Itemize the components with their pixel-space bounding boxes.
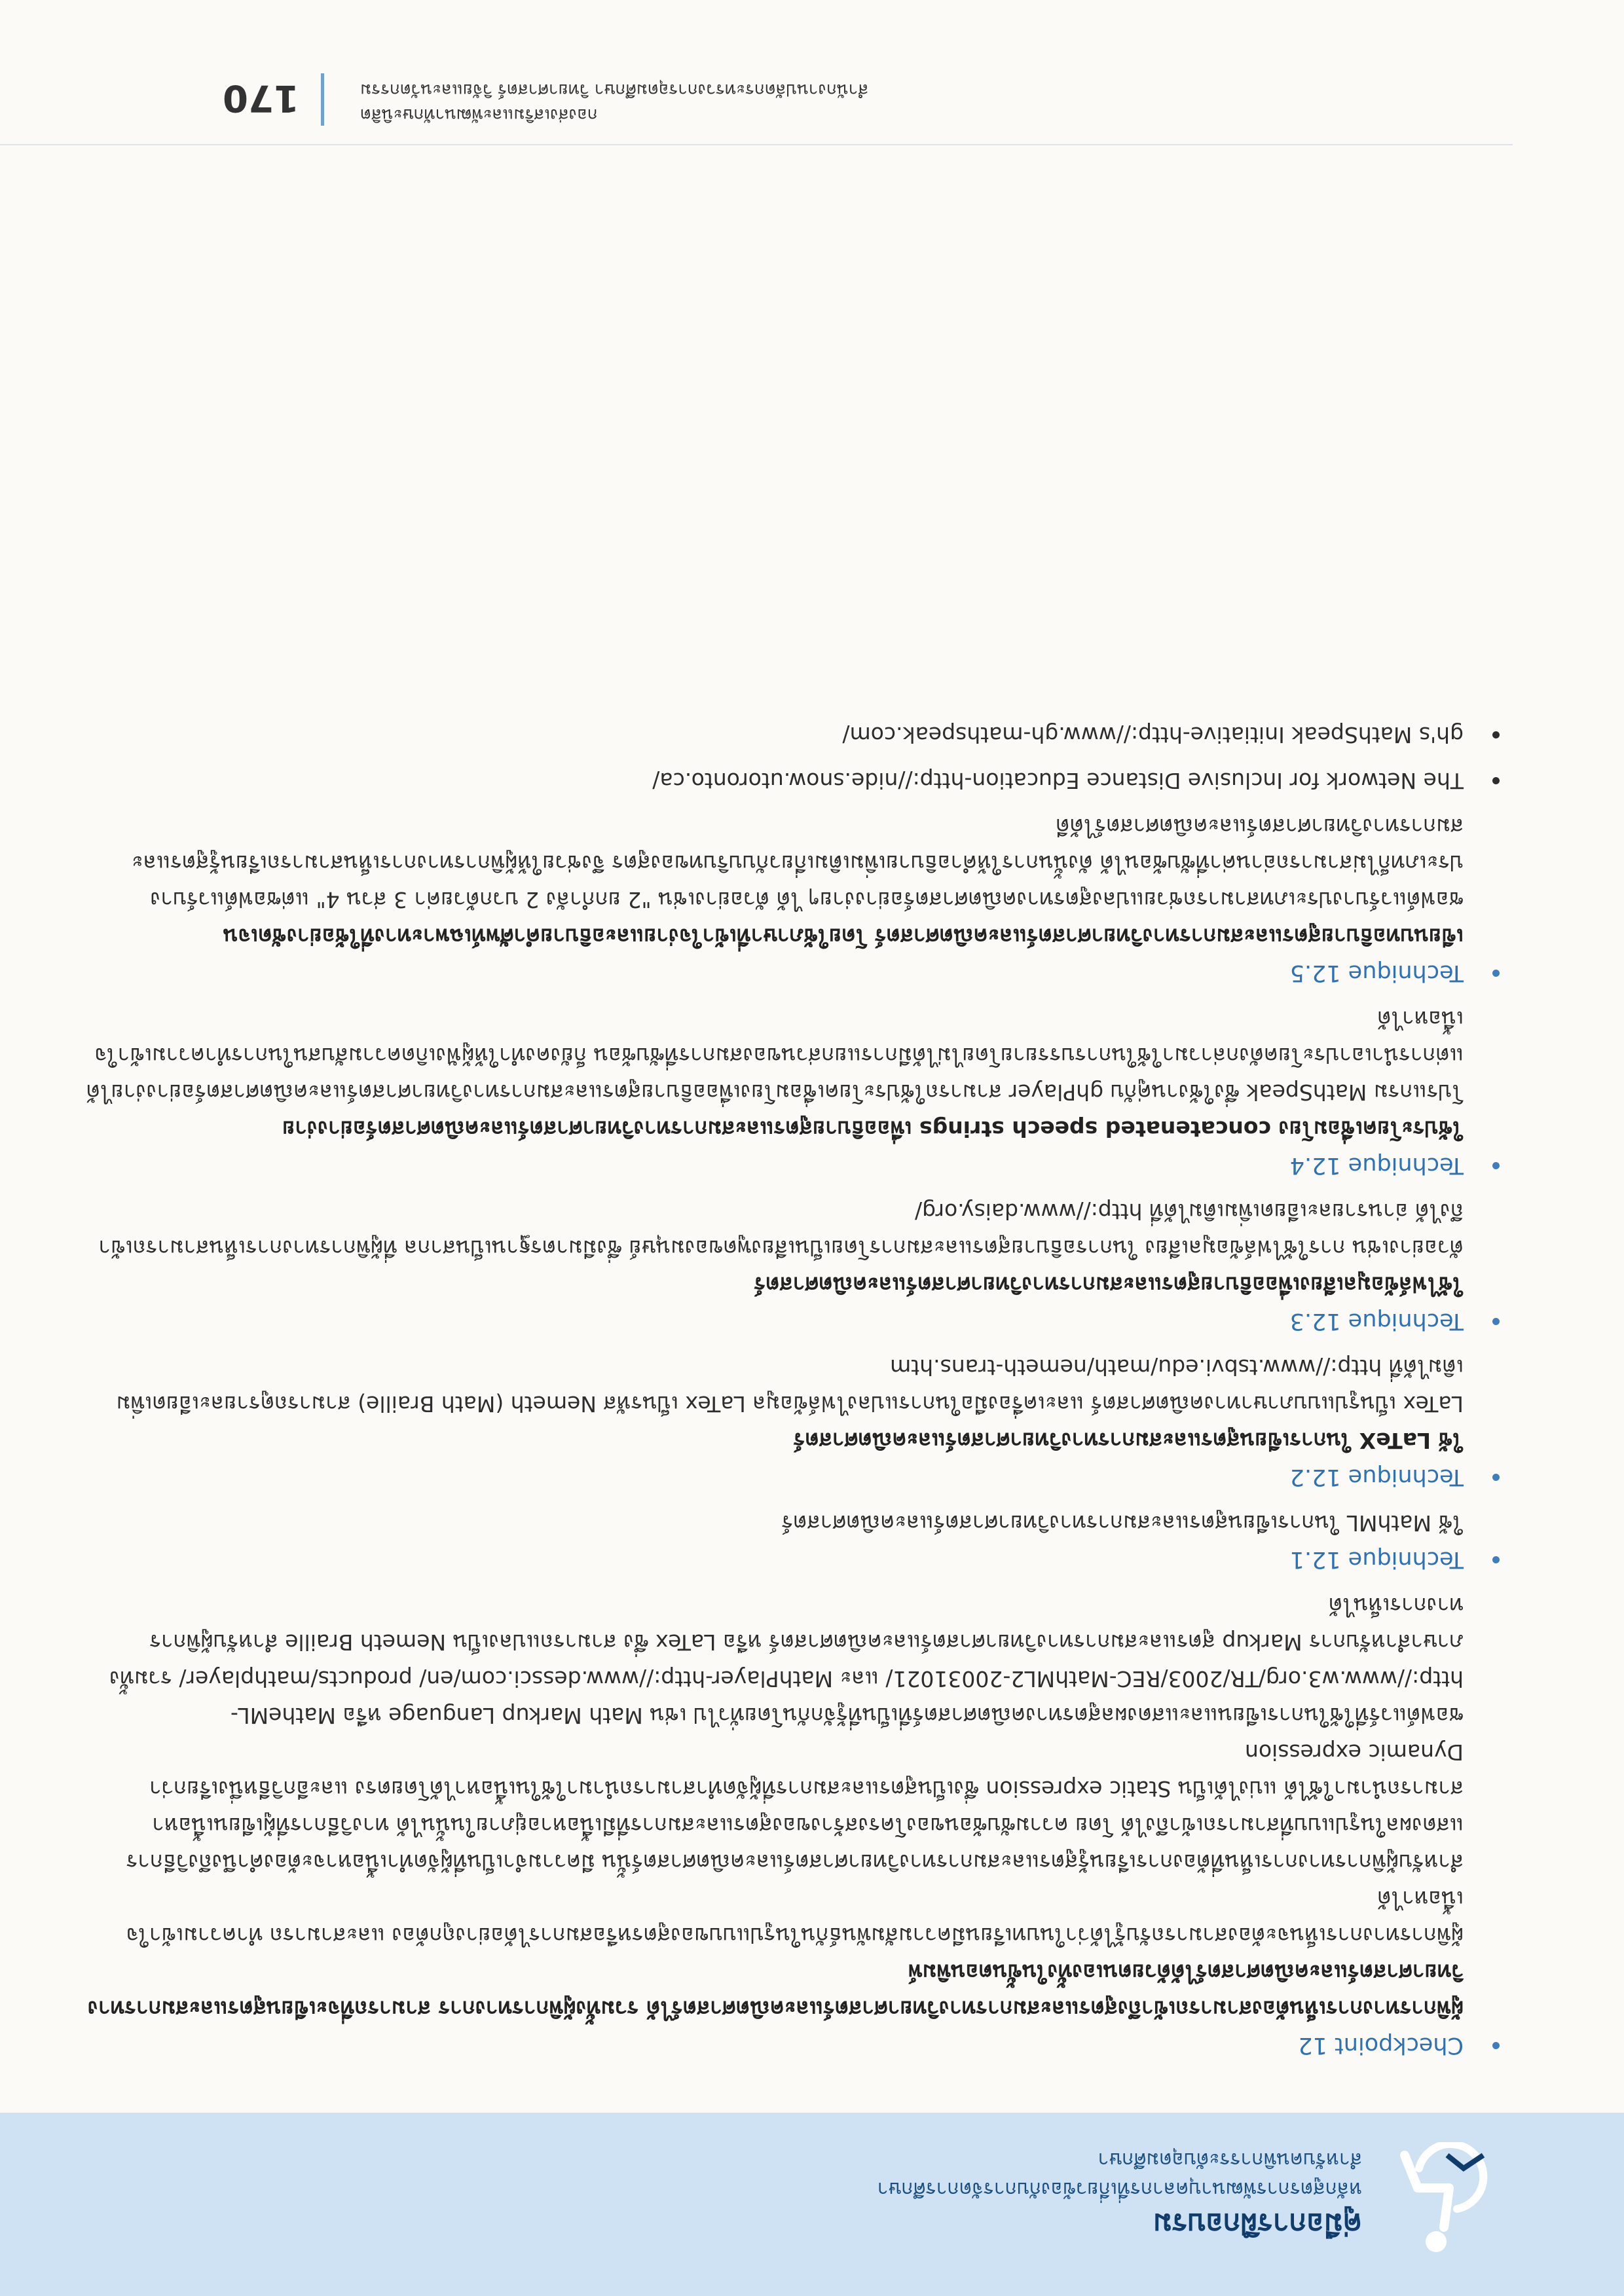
bullet-icon <box>1492 2042 1500 2049</box>
technique-title: ใช้ LaTeX ในการเขียนสูตรและสมการทางวิทยาศาสตร์และคณิตศาสตร์ <box>793 1428 1464 1453</box>
footer-label <box>360 77 868 127</box>
technique-heading: Technique 12.1 <box>1289 1546 1464 1573</box>
checkpoint-paragraph: สำหรับผู้พิการทางการเห็นที่ต้องการเรียนรู้สูตรและสมการทางวิทยาศาสตร์และคณิตศาสตร์นั้น มีความจำเป็นที่ผู้จัดทำเนื้อหาจะต้องคำนึงถึงวิธีการแสดงผลในรูปแบบที่สามารถเข้าถึงได้ โดย ความซับซ้อนของโครงสร้างของสูตรและสมการที่มีเนื้อหาอยู่ภายในนั้นได้ ทางวิธีการที่ผู้เขียนเนื้อหาสามารถนำมาใช้ได้ แบ่งได้เป็น Static expression ซึ่งเป็นสูตรและสมการที่ผู้จัดทำสามารถนำมาใช้ในเนื้อหาได้โดยตรง และอีกวิธีหนึ่งเรียกว่า Dynamic expression <box>126 1740 1464 1875</box>
header-subtitle-line1: หลักสูตรการพัฒนาบุคลากรที่เกี่ยวข้องกับการจัดการศึกษา <box>877 2178 1362 2200</box>
checkpoint-description: ผู้พิการทางการเห็นต้องสามารถเข้าถึงสูตรและสมการทางวิทยาศาสตร์และคณิตศาสตร์ได้ รวมทั้งผู้พิการทางการ สามารถที่จะเขียนสูตรและสมการทางวิทยาศาสตร์และคณิตศาสตร์ได้ด้วยตนเองทั้งในขั้นตอนพิมพ์ <box>87 1959 1464 2022</box>
footer-label-line1: กองส่งเสริมและพัฒนาทักษะนิสิต <box>360 105 598 124</box>
footer-label-line2: สำนักงานปลัดกระทรวงการอุดมศึกษา วิทยาศาสตร์ วิจัยและนวัตกรรม <box>360 80 869 100</box>
bullet-icon <box>1492 970 1500 977</box>
page-content <box>85 707 1526 2064</box>
bullet-icon <box>1492 1318 1500 1325</box>
technique-12-5 <box>85 808 1526 991</box>
bullet-icon <box>1492 777 1500 784</box>
header-subtitle-line2: สำหรับคนพิการระดับอุดมศึกษา <box>1098 2148 1362 2171</box>
reference-link[interactable]: The Network for Inclusive Distance Education-http://nide.snow.utoronto.ca/ <box>652 768 1464 793</box>
reference-link[interactable]: gh's MathSpeak Initiative-http://www.gh-mathspeak.com/ <box>842 722 1464 748</box>
bullet-icon <box>1492 1556 1500 1563</box>
technique-text: ตัวอย่างเช่น การใช้ไฟล์ข้อมูลเสียง ในการอธิบายสูตรและสมการโดยเป็นเสียงพูดของมนุษย์ ซึ่งมีมาตรฐานเป็นสากล ที่ผู้พิการทางการเห็นสามารถเข้าถึงได้ อ่านรายละเอียดเพิ่มเติมได้ที่ http://www.daisy.org/ <box>98 1199 1464 1261</box>
checkpoint-12 <box>85 1587 1526 2064</box>
technique-12-4 <box>85 1000 1526 1184</box>
page-number: 170 <box>223 77 299 119</box>
checkpoint-paragraph: ซอฟต์แวร์ที่ใช้ในการเขียนและแสดงผลสูตรทางคณิตศาสตร์ที่เป็นที่รู้จักกันโดยทั่วไป เช่น Math Markup Language หรือ MatheML-http://www.w3.org/TR/2003/REC-MathML2-20031021/ และ MathPlayer-http://www.dessci.com/en/ products/mathplayer/ รวมทั้งภาษาสำหรับการ Markup สูตรและสมการทางวิทยาศาสตร์และคณิตศาสตร์ หรือ LaTex ซึ่ง สามารถแปลงเป็น Nemeth Braille สำหรับผู้พิการทางการเห็นได้ <box>109 1593 1464 1728</box>
technique-text: ซอฟต์แวร์บางประเภทสามารถช่วยแปลงสูตรทางคณิตศาสตร์อย่างง่ายๆ ได้ ตัวอย่างเช่น "2 ยกกำลัง 2 บวกด้วยค่า 3 ส่วน 4" แต่ซอฟต์แวร์บางประเภทก็ไม่สามารถอ่านค่าที่ซับซ้อนได้ ดังนั้นการให้คำอธิบายเพิ่มเติมเกี่ยวกับบริบทของสูตร จึงช่วยให้ผู้พิการทางการเห็นสามารถเรียนรู้สูตรและสมการทางวิทยาศาสตร์และคณิตศาสตร์ได้ดี <box>131 814 1464 913</box>
technique-heading: Technique 12.4 <box>1289 1152 1464 1178</box>
technique-12-1 <box>85 1504 1526 1578</box>
footer-divider <box>321 73 324 126</box>
technique-heading: Technique 12.2 <box>1289 1464 1464 1490</box>
checkpoint-paragraph: ผู้พิการทางการเห็นจะต้องสามารถรับรู้ได้ว่าในบทเรียนมีความสัมพันธ์กันในรูปแบบของสูตรหรือสมการได้อย่างถูกต้อง และสามารถ ทำความเข้าใจเนื้อหาได้ <box>126 1886 1464 1948</box>
bullet-icon <box>1492 1474 1500 1481</box>
bullet-icon <box>1492 1162 1500 1169</box>
technique-title: เขียนบทอธิบายสูตรและสมการทางวิทยาศาสตร์และคณิตศาสตร์ โดยใช้ภาษาที่เข้าใจง่ายและอธิบายคำศัพท์เฉพาะทางที่ใช้อย่างชัดเจน <box>223 924 1464 949</box>
technique-text: LaTex เป็นรูปแบบภาษาทางคณิตศาสตร์ และเครื่องมือในการแปลงไฟล์ข้อมูล LaTex เป็นรหัส Nemeth (Math Braille) สามารถดูรายละเอียดเพิ่มเติมได้ที่ http://www.tsbvi.edu/math/nemeth-trans.htm <box>116 1355 1464 1417</box>
technique-12-2 <box>85 1349 1526 1495</box>
bullet-icon <box>1492 731 1500 738</box>
technique-text: โปรแกรม MathSpeak ซึ่งใช้งานคู่กับ ghPlayer สามารถใช้ประโยคเชื่อมโยงเพื่ออธิบายสูตรและสมการทางวิทยาศาสตร์และคณิตศาสตร์อย่างง่ายได้ แต่การนำเอาประโยคดังกล่าวมาใช้ในการบรรยายโดยไม่ได้มีการแยกส่วนของสมการที่ซับซ้อน ก็ยังคงทำให้ผู้ฟังเกิดความสับสนในการทำความเข้าใจเนื้อหาได้ <box>86 1006 1464 1105</box>
footer-rule <box>0 144 1513 145</box>
header-banner <box>0 2113 1624 2296</box>
page-footer <box>0 60 1624 145</box>
technique-text: ใช้ MathML ในการเขียนสูตรและสมการทางวิทยาศาสตร์และคณิตศาสตร์ <box>781 1510 1464 1536</box>
technique-12-3 <box>85 1193 1526 1339</box>
reference-link-item <box>85 716 1526 753</box>
reference-link-item <box>85 762 1526 799</box>
technique-heading: Technique 12.3 <box>1289 1308 1464 1334</box>
technique-title: ใช้ไฟล์ข้อมูลเสียงเพื่ออธิบายสูตรและสมการทางวิทยาศาสตร์และคณิตศาสตร์ <box>754 1272 1464 1298</box>
header-title: คู่มือการฝึกอบรม <box>1153 2207 1362 2240</box>
technique-heading: Technique 12.5 <box>1289 960 1464 986</box>
wheelchair-icon <box>1392 2142 1509 2260</box>
checkpoint-heading: Checkpoint 12 <box>1298 2032 1464 2058</box>
technique-title: ใช้ประโยคเชื่อมโยง concatenated speech strings เพื่ออธิบายสูตรและสมการทางวิทยาศาสตร์และคณิตศาสตร์อย่างง่าย <box>282 1116 1464 1142</box>
